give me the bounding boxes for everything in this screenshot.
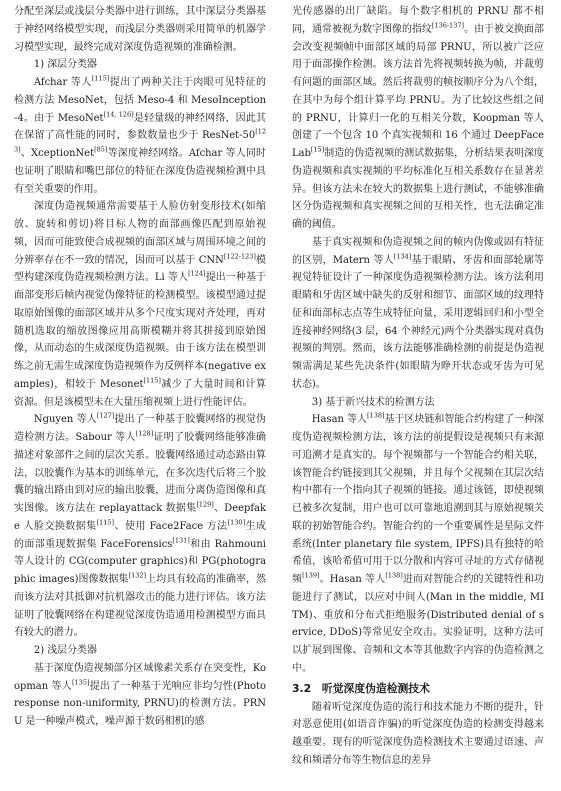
paragraph: Hasan 等人[138]基于区块链和智能合约构建了一种深度伪造视频检测方法，该方法的前提假设是视频只有来源可追溯才是真实的。每个视频都与一个智能合约相关联，该智能合约链接到其父视频，并且每个父视频在其层次结构中都有一个指向其子视频的链接。通过该链，即使视频已被多次复制，用户也可以可靠地追溯到其与原始视频关联的初始智能合约。智能合约的一个重要属性是星际文件系统(Inter planetary file system, IPFS)具有独特的哈希值，该哈希值可用于以分散和内容可寻址的方式存储视频[139]。Hasan 等人[138]进而对智能合约的关键特性和功能进行了测试，以应对中间人(Man in the middle, MITM)、重放和分布式拒绝服务(Distributed denial of service, DDoS)等常见安全攻击。实验证明，这种方法可以扩展到图像、音频和文本等其他数字内容的伪造检测之中。: [292, 411, 544, 674]
paragraph: 基于深度伪造视频部分区域像素关系存在突变性，Koopman 等人[135]提出了一种基于光响应非均匀性(Photo response non-uniformity, PRNU)的检测方法。PRNU 是一种噪声模式，噪声源于数码相机的感: [14, 662, 266, 727]
citation-ref: [129]: [196, 500, 214, 509]
paragraph: Nguyen 等人[127]提出了一种基于胶囊网络的视觉伪造检测方法。Sabour 等人[128]证明了胶囊网络能够准确描述对象部件之间的层次关系。胶囊网络通过动态路由算法，以胶囊作为基本的训练单元，在多次迭代后将三个胶囊的输出路由到对应的输出胶囊，进而分离伪造图像和真实图像。该方法在 replayattack 数据集[129]、Deepfake 人脸交换数据集[115]、使用 Face2Face 方法[130]生成的面部重现数据集 FaceForensics[131]和由 Rahmouni 等人设计的 CG(computer graphics)和 PG(photographic images)图像数据集[132]上均具有较高的准确率，然而该方法对其抵御对抗机器攻击的能力进行评估。该方法证明了胶囊网络在构建视觉深度伪造通用检测模型方面具有较大的潜力。: [14, 411, 266, 639]
citation-ref: [123]: [14, 127, 266, 154]
paragraph-continued: 分配至深层或浅层分类器中进行训练，其中深层分类器基于神经网络模型实现，而浅层分类器则采用简单的机器学习模型实现，最终完成对深度伪造视频的准确检测。: [14, 6, 266, 53]
citation-ref: [131]: [172, 536, 190, 545]
citation-ref: [115]: [91, 74, 110, 83]
citation-ref: [15]: [310, 145, 325, 154]
citation-ref: [136-137]: [431, 21, 465, 30]
subsection-heading: 3) 基于新兴技术的检测方法: [311, 396, 435, 408]
citation-ref: [128]: [135, 429, 154, 438]
citation-ref: [138]: [385, 571, 403, 580]
citation-ref: [115]: [96, 518, 115, 527]
citation-ref: [122-123]: [223, 252, 256, 261]
paragraph: 深度伪造视频通常需要基于人脸仿射变形技术(如缩放、旋转和剪切)将目标人物的面部画像匹配到原始视频，因而可能致使合成视频的面部区域与周围环境之间的分辨率存在不一致的情况，因而可以基于 CNN[122-123]模型构建深度伪造视频检测方法。Li 等人[124]提出一种基于面部变形后帧内视觉伪像特征的检测模型。该模型通过提取原始图像的面部区域并从多个尺度实现对齐处理，再对随机选取的缩放图像应用高斯模糊并将其拼接到原始图像，从而动态的生成深度伪造视频。由于该方法在模型训练之前无需生成深度伪造视频作为反例样本(negative examples)，相较于 Mesonet[115]减少了大量时间和计算资源。但是该模型未在大量压缩视频上进行性能评估。: [14, 201, 266, 408]
paragraph: Afchar 等人[115]提出了两种关注于肉眼可见特征的检测方法 MesoNet，包括 Meso-4 和 MesoInception-4。由于 MesoNet[14, 126]是轻量级的神经网络，因此其在保留了高性能的同时，参数数量也少于 ResNet-50[123]、XceptionNet[85]等深度神经网络。Afchar 等人同时也证明了眼睛和嘴巴部位的特征在深度伪造视频检测中具有至关重要的作用。: [14, 74, 266, 195]
right-column: [292, 3, 544, 770]
citation-ref: [138]: [367, 411, 385, 420]
paragraph-continued: 光传感器的出厂缺陷。每个数字相机的 PRNU 都不相同，通常被视为数字图像的指纹[136-137]。由于被交换面部会改变视频帧中面部区域的局部 PRNU，所以被广泛应用于面部操作检测。该方法首先将视频转换为帧，并裁剪有问题的面部区域。然后将裁剪的帧按顺序分为八个组，在其中为每个组计算平均 PRNU。为了比较这些组之间的 PRNU，计算归一化的互相关分数，Koopman 等人创建了一个包含 10 个真实视频和 16 个通过 DeepFaceLab[15]制造的伪造视频的测试数据集，分析结果表明深度伪造视频和真实视频的平均标准化互相关系数存在显著差异。但该方法未在较大的数据集上进行测试，不能够准确区分伪造视频和真实视频之间的互相关性，也无法确定准确的阈值。: [292, 6, 544, 230]
citation-ref: [115]: [143, 376, 161, 385]
citation-ref: [134]: [393, 252, 412, 261]
paragraph: 随着听觉深度伪造的流行和技术能力不断的提升，针对恶意使用(如语音诈骗)的听觉深度伪造的检测变得越来越重要。现有的听觉深度伪造检测技术主要通过语速、声纹和频谱分布等生物信息的差异: [292, 701, 544, 766]
subsection-heading: 2) 浅层分类器: [33, 645, 97, 656]
citation-ref: [85]: [94, 145, 108, 154]
subsection-heading: 1) 深层分类器: [33, 59, 97, 71]
citation-ref: [139]: [302, 571, 320, 580]
citation-ref: [124]: [188, 269, 206, 278]
citation-ref: [135]: [72, 678, 90, 687]
citation-ref: [127]: [96, 411, 115, 420]
citation-ref: [130]: [227, 518, 246, 527]
section-heading: 3.2 听觉深度伪造检测技术: [292, 681, 430, 695]
left-column: [14, 3, 266, 731]
citation-ref: [132]: [128, 571, 147, 580]
citation-ref: [14, 126]: [103, 110, 134, 119]
paragraph: 基于真实视频和伪造视频之间的帧内伪像或固有特征的区别，Matern 等人[134]基于眼睛、牙齿和面部轮廓等视觉特征设计了一种深度伪造视频检测方法。该方法利用眼睛和牙齿区域中缺失的反射和细节、面部区域的纹理特征和面部标志点等生成特征向量，采用逻辑回归和小型全连接神经网络(3 层，64 个神经元)两个分类器实现对真伪视频的判别。然而，该方法能够准确检测的前提是伪造视频需满足某些先决条件(如眼睛为睁开状态或牙齿为可见状态)。: [292, 236, 544, 390]
